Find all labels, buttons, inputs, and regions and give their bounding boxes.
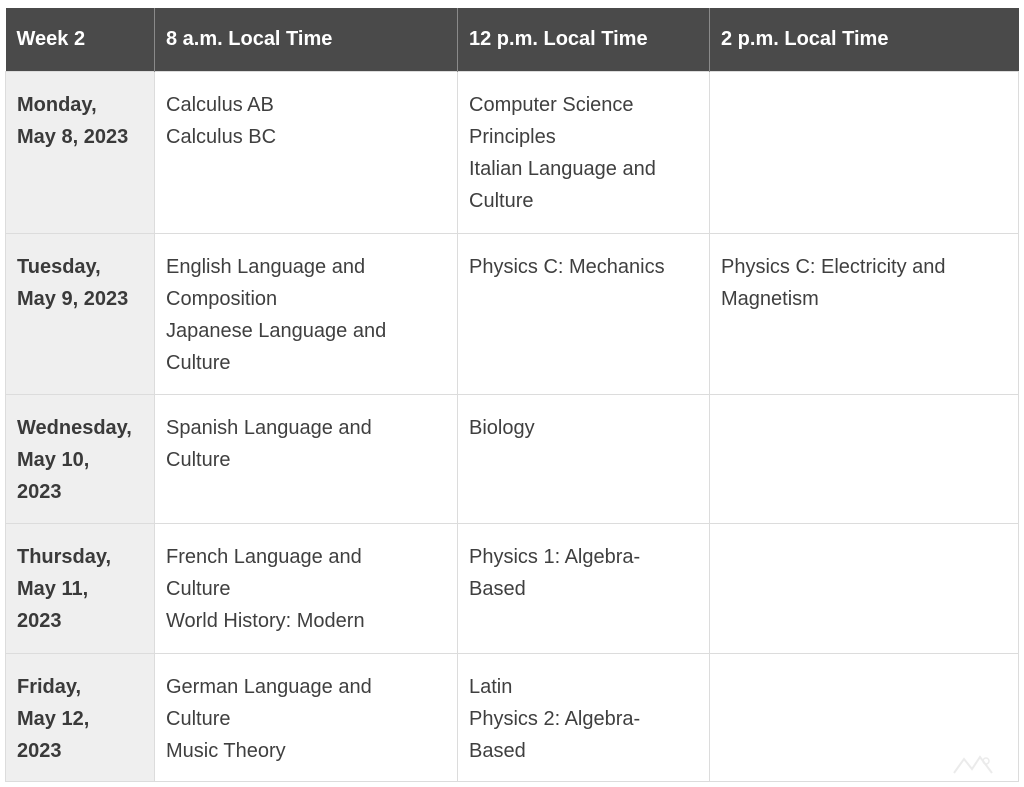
exam-line: Culture [166, 448, 231, 471]
header-8am: 8 a.m. Local Time [155, 8, 458, 71]
day-cell [6, 233, 155, 394]
table-row [6, 523, 1019, 653]
exam-line: Principles [469, 125, 556, 148]
slot-12pm-cell [458, 653, 710, 781]
day-cell [6, 523, 155, 653]
exam-line: Calculus BC [166, 125, 277, 148]
exam-line: Culture [166, 351, 231, 374]
table-row [6, 71, 1019, 233]
day-line: 2023 [17, 739, 62, 762]
exam-line: Physics C: Electricity and [721, 255, 946, 278]
exam-line: English Language and [166, 255, 366, 278]
slot-2pm-cell [710, 71, 1019, 233]
day-line: May 10, [17, 448, 90, 471]
slot-8am-cell [155, 233, 458, 394]
exam-line: Based [469, 577, 526, 600]
exam-schedule-table [5, 8, 1019, 782]
table-row [6, 233, 1019, 394]
day-cell [6, 653, 155, 781]
day-line: Friday, [17, 675, 82, 698]
exam-line: Japanese Language and [166, 319, 387, 342]
day-line: May 8, 2023 [17, 125, 129, 148]
exam-line: Physics 2: Algebra- [469, 707, 641, 730]
exam-line: Based [469, 739, 526, 762]
exam-line: Physics C: Mechanics [469, 255, 665, 278]
exam-line: Magnetism [721, 287, 819, 310]
day-line: Thursday, [17, 545, 112, 568]
slot-12pm-cell [458, 394, 710, 523]
exam-line: Physics 1: Algebra- [469, 545, 641, 568]
table-body [6, 71, 1019, 781]
slot-12pm-cell [458, 233, 710, 394]
day-line: May 9, 2023 [17, 287, 129, 310]
slot-8am-cell [155, 71, 458, 233]
day-line: 2023 [17, 609, 62, 632]
table-row [6, 653, 1019, 781]
exam-line: Italian Language and [469, 157, 656, 180]
header-week: Week 2 [6, 8, 155, 71]
header-row [6, 8, 1019, 71]
exam-line: Composition [166, 287, 278, 310]
slot-8am-cell [155, 523, 458, 653]
slot-2pm-cell [710, 394, 1019, 523]
watermark-logo-icon [950, 751, 996, 779]
day-line: May 12, [17, 707, 90, 730]
day-line: Wednesday, [17, 416, 132, 439]
exam-line: Calculus AB [166, 93, 274, 116]
slot-12pm-cell [458, 71, 710, 233]
exam-line: Latin [469, 675, 513, 698]
exam-line: Culture [166, 577, 231, 600]
day-line: Monday, [17, 93, 97, 116]
slot-2pm-cell [710, 523, 1019, 653]
slot-12pm-cell [458, 523, 710, 653]
header-12pm: 12 p.m. Local Time [458, 8, 710, 71]
day-cell [6, 394, 155, 523]
exam-line: Music Theory [166, 739, 286, 762]
day-line: Tuesday, [17, 255, 101, 278]
day-cell [6, 71, 155, 233]
exam-line: Spanish Language and [166, 416, 372, 439]
exam-line: Culture [469, 189, 534, 212]
exam-line: World History: Modern [166, 609, 365, 632]
table-row [6, 394, 1019, 523]
slot-8am-cell [155, 394, 458, 523]
slot-8am-cell [155, 653, 458, 781]
day-line: 2023 [17, 480, 62, 503]
exam-line: Computer Science [469, 93, 634, 116]
day-line: May 11, [17, 577, 89, 600]
exam-line: Biology [469, 416, 535, 439]
header-2pm: 2 p.m. Local Time [710, 8, 1019, 71]
exam-line: German Language and [166, 675, 372, 698]
slot-2pm-cell [710, 233, 1019, 394]
table-header [6, 8, 1019, 71]
exam-line: French Language and [166, 545, 362, 568]
exam-line: Culture [166, 707, 231, 730]
